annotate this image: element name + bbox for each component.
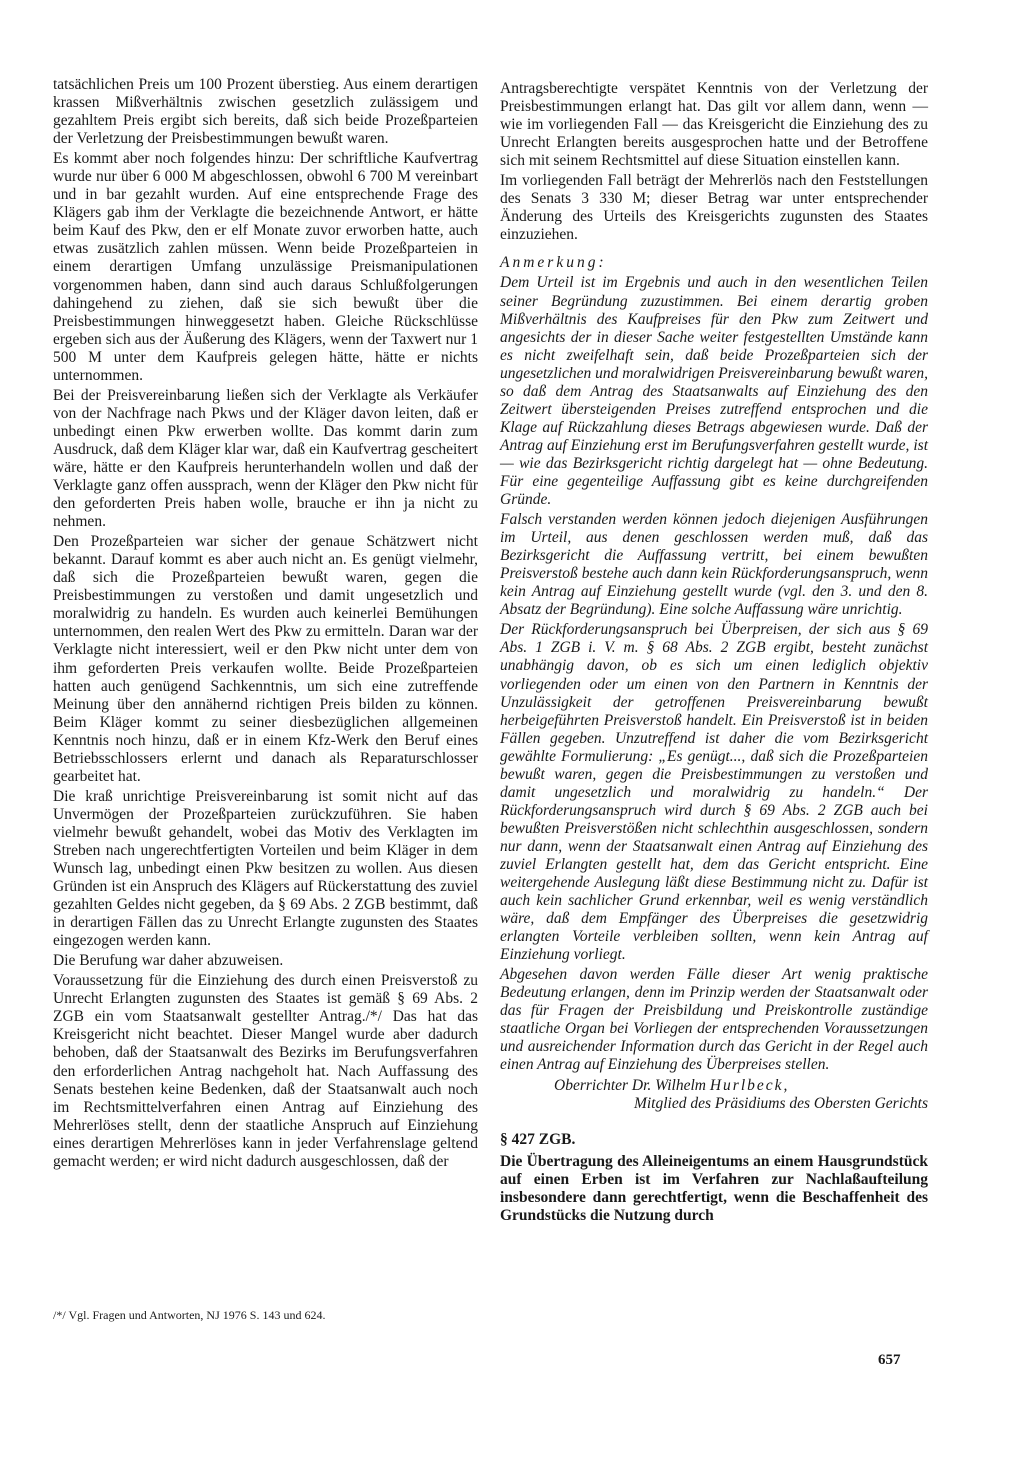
annotation-paragraph: Der Rückforderungsanspruch bei Überpreisen, der sich aus § 69 Abs. 1 ZGB i. V. m. § 68 Abs. 2 ZGB ergibt, besteht zunächst unabhängig davon, ob es sich um einen lediglich objektiv vorliegenden oder um einen von den Partnern in Kenntnis der Unzulässigkeit der getroffenen Preisvereinbarung bewußt herbeigeführten Preisverstoß handelt. Ein Preisverstoß ist in beiden Fällen gegeben. Unzutreffend ist daher die vom Bezirksgericht gewählte Formulierung: „Es genügt..., daß sich die Prozeßparteien bewußt waren, gegen die Preisbestimmungen zu verstoßen und damit ungesetzlich und moralwidrig zu handeln.“ Der Rückforderungsanspruch wird durch § 69 Abs. 2 ZGB auch bei bewußten Preisverstößen nicht schlechthin ausgeschlossen, sondern nur dann, wenn der Staatsanwalt einen Antrag auf Einziehung des zuviel Erlangten gestellt hat, dem das Gericht entspricht. Eine weitergehende Auslegung läßt diese Bestimmung nicht zu. Dafür ist auch kein sachlicher Grund erkennbar, weil es wenig verständlich wäre, daß dem Empfänger des Überpreises die gesetzwidrig erlangten Vorteile verbleiben sollten, wenn kein Antrag auf Einziehung vorliegt. — [500, 621, 928, 964]
headnote: Die Übertragung des Alleineigentums an einem Hausgrundstück auf einen Erben ist im Verfahren zur Nachlaßaufteilung insbesondere dann gerechtfertigt, wenn die Beschaffenheit des Grundstücks die Nutzung durch — [500, 1152, 928, 1224]
footnote: /*/ Vgl. Fragen und Antworten, NJ 1976 S. 143 und 624. — [53, 1308, 326, 1322]
signature-surname: Hurlbeck, — [709, 1076, 790, 1094]
paragraph: Die Berufung war daher abzuweisen. — [53, 952, 284, 970]
paragraph: Die kraß unrichtige Preisvereinbarung ist somit nicht auf das Unvermögen der Prozeßparteien zurückzuführen. Sie haben vielmehr bewußt gehandelt, wobei das Motiv des Verklagten im Streben nach ungerechtfertigten Vorteilen und beim Kläger in dem Wunsch lag, unbedingt einen Pkw besitzen zu wollen. Aus diesen Gründen ist ein Anspruch des Klägers auf Rückerstattung des zuviel gezahlten Geldes nicht gegeben, da § 69 Abs. 2 ZGB bestimmt, daß in derartigen Fällen das zu Unrecht Erlangte zugunsten des Staates eingezogen werden kann. — [53, 787, 478, 950]
paragraph: Im vorliegenden Fall beträgt der Mehrerlös nach den Feststellungen des Senats 3 330 M; dieser Betrag war unter entsprechender Änderung des Urteils des Kreisgerichts zugunsten des Staates einzuziehen. — [500, 172, 928, 244]
paragraph: Bei der Preisvereinbarung ließen sich der Verklagte als Verkäufer von der Nachfrage nach Pkws und der Kläger davon leiten, daß er unbedingt einen Pkw erwerben wollte. Das kommt darin zum Ausdruck, daß dem Kläger klar war, daß ein Kaufvertrag gescheitert wäre, hätte er den Kaufpreis herunterhandeln wollen und daß der Verklagte ganz offen aussprach, wenn der Kläger den Pkw nicht für den geforderten Preis haben wolle, brauche er ihn ja nicht zu nehmen. — [53, 386, 478, 531]
annotation-paragraph: Dem Urteil ist im Ergebnis und auch in den wesentlichen Teilen seiner Begründung zuzustimmen. Bei einem derartig groben Mißverhältnis des Kaufpreises für den Pkw zum Zeitwert und angesichts der in dieser Sache weiter festgestellten Umstände kann es nicht zweifelhaft sein, daß beide Prozeßparteien sich der ungesetzlichen und moralwidrigen Preisvereinbarung bewußt waren, so daß dem Antrag des Staatsanwalts auf Einziehung des den Zeitwert übersteigenden Preises zutreffend entsprochen und die Klage auf Rückzahlung dieses Betrags abgewiesen wurde. Daß der Antrag auf Einziehung erst im Berufungsverfahren gestellt wurde, ist — wie das Bezirksgericht richtig dargelegt hat — ohne Bedeutung. Für eine gegenteilige Auffassung gibt es keine durchgreifenden Gründe. — [500, 274, 928, 509]
annotation-paragraph: Abgesehen davon werden Fälle dieser Art wenig praktische Bedeutung erlangen, denn im Prinzip werden der Staatsanwalt oder das für Fragen der Preisbildung und Preiskontrolle zuständige staatliche Organ bei Vorliegen der entsprechenden Voraussetzungen und ausreichender Information durch das Gericht in der Regel auch einen Antrag auf Einziehung des Überpreises stellen. — [500, 966, 928, 1074]
paragraph: Es kommt aber noch folgendes hinzu: Der schriftliche Kaufvertrag wurde nur über 6 000 M abgeschlossen, obwohl 6 700 M vereinbart und in bar gezahlt wurden. Auf eine entsprechende Frage des Klägers gab ihm der Verklagte die bezeichnende Antwort, er hätte beim Kauf des Pkw, den er elf Monate zuvor erworben hatte, auch etwas zusätzlich zahlen müssen. Wenn beide Prozeßparteien in einem derartigen Umfang unzulässige Preismanipulationen vorgenommen haben, dann sind auch daraus Schlußfolgerungen dahingehend zu ziehen, daß sie sich bewußt über die Preisbestimmungen hinweggesetzt haben. Gleiche Rückschlüsse ergeben sich aus der Äußerung des Klägers, wenn der Taxwert nur 1 500 M unter dem Kaufpreis gelegen hätte, hätte er nichts unternommen. — [53, 150, 478, 384]
signature-role: Mitglied des Präsidiums des Obersten Gerichts — [633, 1094, 928, 1112]
paragraph: Den Prozeßparteien war sicher der genaue Schätzwert nicht bekannt. Darauf kommt es aber auch nicht an. Es genügt vielmehr, daß sich die Prozeßparteien bewußt waren, gegen die Preisbestimmungen zu verstoßen und damit ungesetzlich und moralwidrig zu handeln. Es wurden auch keinerlei Bemühungen unternommen, den realen Wert des Pkw zu ermitteln. Daran war der Verklagte nicht interessiert, weil er den Pkw nicht unter dem von ihm geforderten Preis verkaufen wollte. Beide Prozeßparteien hatten auch genügend Sachkenntnis, um sich eine zutreffende Meinung über den annähernd richtigen Preis bilden zu können. Beim Kläger kommt zu seiner diesbezüglichen allgemeinen Kenntnis noch hinzu, daß er in einem Kfz-Werk den Beruf eines Betriebsschlossers erlernt und danach als Reparaturschlosser gearbeitet hat. — [53, 533, 478, 785]
signature — [500, 1077, 928, 1113]
section-heading: § 427 ZGB. — [500, 1130, 576, 1148]
paragraph: Antragsberechtigte verspätet Kenntnis von der Verletzung der Preisbestimmungen erlangt hat. Das gilt vor allem dann, wenn — wie im vorliegenden Fall — das Kreisgericht die Einziehung des zu Unrecht Erlangten bereits ausgesprochen hatte und der Betroffene sich mit seinem Rechtsmittel auf diese Situation einstellen kann. — [500, 80, 928, 170]
annotation-paragraph: Falsch verstanden werden können jedoch diejenigen Ausführungen im Urteil, aus denen geschlossen werden muß, daß das Bezirksgericht die Auffassung vertritt, bei einem bewußten Preisverstoß bestehe auch dann kein Rückforderungsanspruch, wenn kein Antrag auf Einziehung gestellt wurde (vgl. den 3. und den 8. Absatz der Begründung). Eine solche Auffassung wäre unrichtig. — [500, 511, 928, 619]
signature-name — [500, 1077, 928, 1095]
paragraph: Voraussetzung für die Einziehung des durch einen Preisverstoß zu Unrecht Erlangten zugunsten des Staates ist gemäß § 69 Abs. 2 ZGB ein vom Staatsanwalt gestellter Antrag./*/ Das hat das Kreisgericht nicht beachtet. Dieser Mangel wurde aber dadurch behoben, daß der Staatsanwalt des Bezirks im Berufungsverfahren den erforderlichen Antrag nachgeholt hat. Nach Auffassung des Senats bestehen keine Bedenken, daß der Staatsanwalt auch noch im Rechtsmittelverfahren einen Antrag auf Einziehung des Mehrerlöses stellt, denn der staatliche Anspruch auf Einziehung eines derartigen Mehrerlöses kann in jeder Verfahrenslage geltend gemacht werden; er wird nicht dadurch ausgeschlossen, daß der — [53, 972, 478, 1170]
signature-name-prefix: Oberrichter Dr. Wilhelm — [554, 1076, 710, 1094]
page-number: 657 — [878, 1352, 901, 1368]
paragraph: tatsächlichen Preis um 100 Prozent überstieg. Aus einem derartigen krassen Mißverhältnis zwischen gesetzlich zulässigem und gezahltem Preis ergibt sich bereits, daß sich beide Prozeßparteien der Verletzung der Preisbestimmungen bewußt waren. — [53, 76, 478, 148]
right-column — [500, 80, 928, 1227]
left-column — [53, 76, 478, 1173]
annotation-heading: Anmerkung: — [500, 254, 607, 272]
